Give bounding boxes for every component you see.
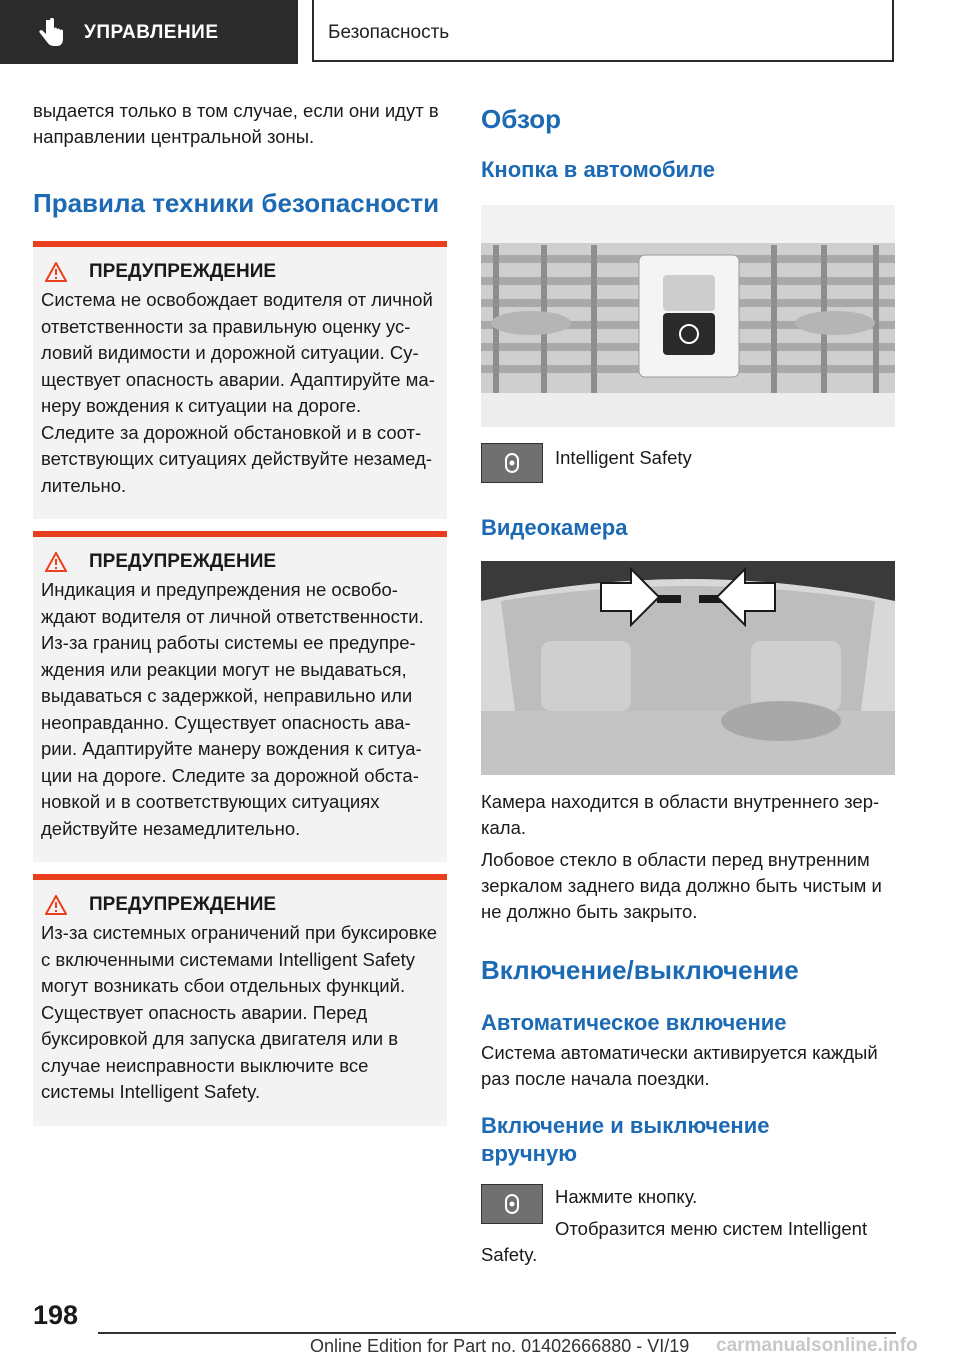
- warning-triangle-icon: [45, 262, 67, 282]
- manual-heading: Включение и выключение вручную: [481, 1113, 770, 1166]
- onoff-heading: Включение/выключение: [481, 955, 799, 985]
- windshield-text: Лобовое стекло в области перед внутренним зеркалом заднего вида должно быть чистым и не должно быть закрыто.: [481, 849, 882, 922]
- button-heading: Кнопка в автомобиле: [481, 157, 715, 182]
- intro-text: выдается только в том случае, если они идут в направлении центральной зоны.: [33, 100, 439, 147]
- overview-heading: Обзор: [481, 104, 561, 134]
- warning-box: [33, 241, 447, 519]
- warning-title: ПРЕДУПРЕЖДЕНИЕ: [89, 261, 277, 282]
- watermark: carmanualsonline.info: [716, 1335, 918, 1356]
- camera-location-text: Камера находится в области внутреннего зеркала.: [481, 791, 880, 838]
- section-tab[interactable]: [0, 0, 298, 64]
- auto-text: Система автоматически активируется каждый раз после начала поездки.: [481, 1042, 878, 1089]
- warning-triangle-icon: [45, 552, 67, 572]
- hand-pointer-icon: [38, 18, 64, 48]
- manual-step-2: Отобразится меню систем Intelligent Safety.: [481, 1218, 868, 1265]
- footer-divider: [98, 1332, 896, 1334]
- intelligent-safety-button-icon: [481, 443, 543, 483]
- button-photo: [481, 205, 895, 427]
- topic-label: Безопасность: [328, 22, 450, 43]
- edition-text: Online Edition for Part no. 01402666880 - VI/19: [310, 1336, 690, 1356]
- warning-text: Индикация и предупреждения не освобождают водителя от личной ответственности. Из-за границ работы системы ее предупреждения или реакции могут не выдаваться, выдаваться с задержкой, неправильно или неоправданно. Существует опасность аварии. Адаптируйте манеру вождения к ситуации на дороге. Следите за дорожной обстановкой и в соответствующих ситуациях действуйте незамедлительно.: [41, 579, 424, 839]
- safety-heading: Правила техники безопасности: [33, 188, 440, 218]
- warning-title: ПРЕДУПРЕЖДЕНИЕ: [89, 894, 277, 915]
- warning-text: Система не освобождает водителя от личной ответственности за правильную оценку условий видимости и дорожной ситуации. Существует опасность аварии. Адаптируйте манеру вождения к ситуации на дороге. Следите за дорожной обстановкой и в соответствующих ситуациях действуйте незамедлительно.: [41, 289, 435, 496]
- warning-triangle-icon: [45, 895, 67, 915]
- topic-tab[interactable]: [312, 0, 894, 62]
- warning-box: [33, 874, 447, 1126]
- page-number: 198: [33, 1300, 79, 1330]
- manual-step-1: Нажмите кнопку.: [555, 1186, 698, 1207]
- camera-heading: Видеокамера: [481, 515, 628, 540]
- manual-steps: [481, 1184, 895, 1268]
- button-legend: [481, 443, 895, 483]
- warning-title: ПРЕДУПРЕЖДЕНИЕ: [89, 551, 277, 572]
- intelligent-safety-button-icon: [481, 1184, 543, 1224]
- auto-heading: Автоматическое включение: [481, 1010, 787, 1035]
- left-column: [33, 98, 447, 1126]
- right-column: [481, 98, 895, 1268]
- warning-box: [33, 531, 447, 862]
- button-caption: Intelligent Safety: [555, 447, 692, 468]
- section-label: УПРАВЛЕНИЕ: [84, 22, 219, 43]
- camera-photo: [481, 561, 895, 775]
- warning-text: Из-за системных ограничений при буксировке с включенными системами Intelligent Safety могут возникать сбои отдельных функций. Существует опасность аварии. Перед буксировкой для запуска двигателя или в случае неисправности выключите все системы Intelligent Safety.: [41, 922, 438, 1102]
